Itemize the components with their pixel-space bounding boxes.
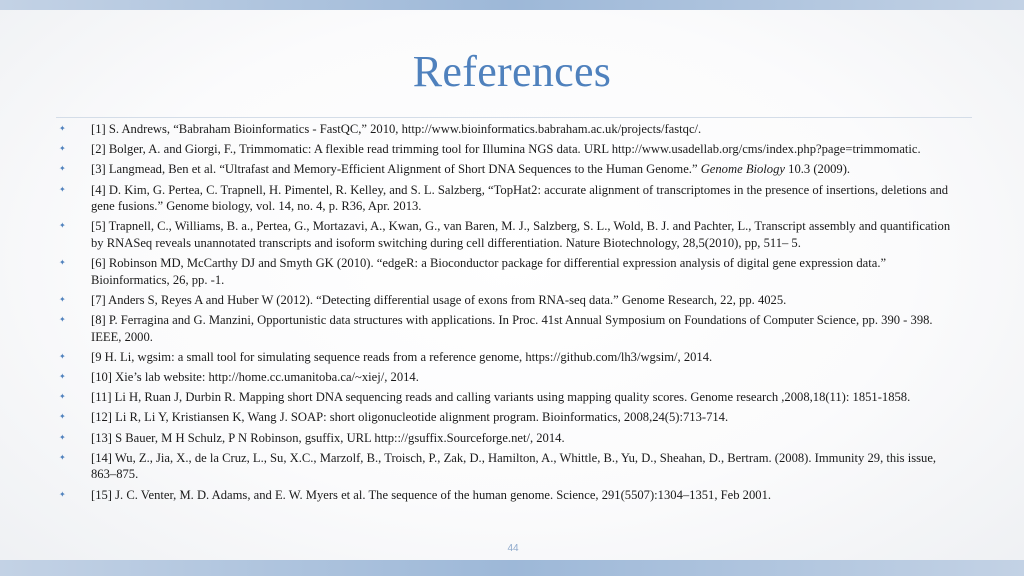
diamond-bullet-icon: ✦ (59, 164, 66, 174)
journal-name: Genome Biology (700, 162, 785, 177)
diamond-bullet-icon: ✦ (59, 184, 66, 194)
diamond-bullet-icon: ✦ (59, 315, 66, 325)
reference-text: [1] S. Andrews, “Babraham Bioinformatics - FastQC,” 2010, http://www.bioinformatics.babraham.ac.uk/projects/fastqc/. (91, 122, 702, 136)
reference-text: [13] S Bauer, M H Schulz, P N Robinson, gsuffix, URL http:://gsuffix.Sourceforge.net/, 2014. (91, 430, 565, 445)
reference-text: [11] Li H, Ruan J, Durbin R. Mapping short DNA sequencing reads and calling variants using mapping quality scores. Genome research ,2008,18(11): 1851-1858. (91, 390, 911, 405)
reference-item (0, 349, 1024, 366)
title-divider (56, 117, 972, 118)
reference-item (0, 389, 1024, 406)
reference-item (0, 255, 1024, 288)
reference-text: [7] Anders S, Reyes A and Huber W (2012). “Detecting differential usage of exons from RNA-seq data.” Genome Research, 22, pp. 4025. (91, 292, 787, 307)
diamond-bullet-icon: ✦ (59, 412, 66, 422)
reference-text-tail: 10.3 (2009). (785, 162, 851, 177)
reference-text: [15] J. C. Venter, M. D. Adams, and E. W. Myers et al. The sequence of the human genome. Science, 291(5507):1304–1351, Feb 2001. (91, 487, 772, 502)
references-list (0, 121, 1024, 507)
bottom-decorative-band (0, 560, 1024, 576)
reference-item (0, 141, 1024, 158)
reference-item (0, 312, 1024, 345)
diamond-bullet-icon: ✦ (59, 258, 66, 268)
reference-text: [9 H. Li, wgsim: a small tool for simulating sequence reads from a reference genome, https://github.com/lh3/wgsim/, 2014. (91, 349, 713, 364)
reference-item (0, 161, 1024, 178)
diamond-bullet-icon: ✦ (59, 221, 66, 231)
diamond-bullet-icon: ✦ (59, 294, 66, 304)
diamond-bullet-icon: ✦ (59, 432, 66, 442)
reference-item (0, 450, 1024, 483)
diamond-bullet-icon: ✦ (59, 489, 66, 499)
reference-item (0, 218, 1024, 251)
diamond-bullet-icon: ✦ (59, 392, 66, 402)
diamond-bullet-icon: ✦ (59, 144, 66, 154)
diamond-bullet-icon: ✦ (59, 351, 66, 361)
reference-text: [12] Li R, Li Y, Kristiansen K, Wang J. SOAP: short oligonucleotide alignment program. Bioinformatics, 2008,24(5):713-714. (91, 410, 729, 425)
top-decorative-band (0, 0, 1024, 10)
reference-text: [8] P. Ferragina and G. Manzini, Opportunistic data structures with applications. In Proc. 41st Annual Symposium on Foundations of Computer Science, pp. 390 - 398. IEEE, 2000. (91, 313, 933, 344)
reference-text: [5] Trapnell, C., Williams, B. a., Pertea, G., Mortazavi, A., Kwan, G., van Baren, M. J., Salzberg, S. L., Wold, B. J. and Pachter, L., Transcript assembly and quantification by RNASeq reveals unannotated transcripts and isoform switching during cell differentiation. Nature Biotechnology, 28,5(2010), pp, 511– 5. (91, 219, 951, 250)
reference-item (0, 430, 1024, 447)
reference-text: [14] Wu, Z., Jia, X., de la Cruz, L., Su, X.C., Marzolf, B., Troisch, P., Zak, D., Hamilton, A., Whittle, B., Yu, D., Sheahan, D., Bertram. (2008). Immunity 29, this issue, 863–875. (91, 450, 937, 482)
reference-item (0, 182, 1024, 215)
reference-item (0, 487, 1024, 504)
reference-text: [2] Bolger, A. and Giorgi, F., Trimmomatic: A flexible read trimming tool for Illumina NGS data. URL http://www.usadellab.org/cms/index.php?page=trimmomatic. (91, 142, 921, 157)
page-number: 44 (507, 543, 519, 554)
reference-item (0, 121, 1024, 138)
reference-item (0, 409, 1024, 426)
reference-text: [6] Robinson MD, McCarthy DJ and Smyth GK (2010). “edgeR: a Bioconductor package for differential expression analysis of digital gene expression data.” Bioinformatics, 26, pp. -1. (91, 256, 887, 287)
diamond-bullet-icon: ✦ (59, 452, 66, 462)
reference-item (0, 369, 1024, 386)
reference-text: [10] Xie’s lab website: http://home.cc.umanitoba.ca/~xiej/, 2014. (91, 370, 419, 385)
reference-item (0, 292, 1024, 309)
diamond-bullet-icon: ✦ (59, 124, 66, 133)
diamond-bullet-icon: ✦ (59, 372, 66, 382)
reference-text: [3] Langmead, Ben et al. “Ultrafast and Memory-Efficient Alignment of Short DNA Sequences to the Human Genome.” (91, 162, 701, 177)
page-title: References (412, 47, 612, 96)
reference-text: [4] D. Kim, G. Pertea, C. Trapnell, H. Pimentel, R. Kelley, and S. L. Salzberg, “TopHat2: accurate alignment of transcriptomes in the presence of insertions, deletions and gene fusions.” Genome biology, vol. 14, no. 4, p. R36, Apr. 2013. (91, 182, 949, 214)
